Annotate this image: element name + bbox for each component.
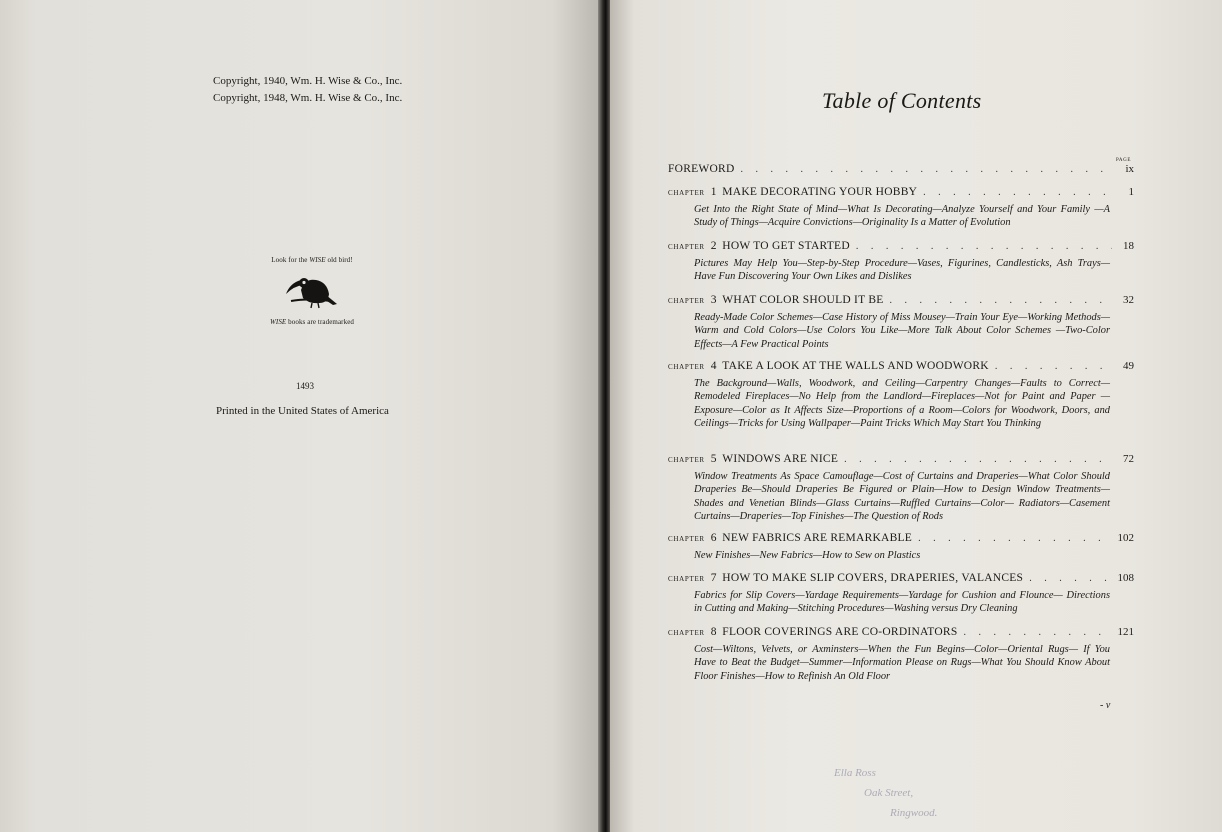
bird-caption-bottom: WISE books are trademarked (269, 318, 355, 326)
copyright-block (213, 73, 402, 107)
bird-caption-top: Look for the WISE old bird! (271, 256, 353, 264)
toc-entry-chapter-6 (668, 532, 1134, 562)
chapter-page: 49 (1123, 360, 1134, 372)
toc-entry-chapter-5 (668, 453, 1134, 523)
page-column-label: PAGE (1116, 158, 1131, 163)
chapter-label: CHAPTER (668, 535, 705, 543)
chapter-label: CHAPTER (668, 629, 705, 637)
chapter-number: 6 (710, 532, 717, 544)
chapter-number: 7 (710, 572, 717, 584)
chapter-page: 121 (1117, 626, 1134, 638)
chapter-title: NEW FABRICS ARE REMARKABLE (722, 532, 913, 544)
dot-leader (1029, 573, 1111, 584)
chapter-number: 8 (710, 626, 717, 638)
toc-entry-chapter-7 (668, 572, 1134, 616)
chapter-label: CHAPTER (668, 363, 705, 371)
dot-leader (964, 627, 1112, 638)
foreword-title: FOREWORD (668, 163, 735, 175)
chapter-title: HOW TO GET STARTED (722, 240, 850, 252)
dot-leader (923, 187, 1112, 198)
chapter-title: TAKE A LOOK AT THE WALLS AND WOODWORK (722, 360, 989, 372)
publisher-mark (250, 256, 374, 326)
chapter-page: 108 (1117, 572, 1134, 584)
chapter-label: CHAPTER (668, 243, 705, 251)
chapter-summary: Pictures May Help You—Step-by-Step Procedure—Vases, Figurines, Candlesticks, Ash Trays—Have Fun Discovering Your Own Likes and Dislikes (694, 258, 1110, 283)
chapter-label: CHAPTER (668, 297, 705, 305)
chapter-number: 1 (710, 186, 717, 198)
chapter-page: 72 (1123, 453, 1134, 465)
owner-stamp (834, 763, 937, 823)
chapter-page: 18 (1123, 240, 1134, 252)
toc-title: Table of Contents (822, 88, 982, 113)
dot-leader (918, 533, 1111, 544)
copyright-line-1: Copyright, 1940, Wm. H. Wise & Co., Inc. (213, 75, 403, 87)
chapter-summary: Fabrics for Slip Covers—Yardage Requirements—Yardage for Cushion and Flounce— Directions in Cutting and Making—Stitching Procedures—Washing versus Dry Cleaning (694, 590, 1110, 615)
dot-leader (995, 361, 1112, 372)
chapter-label: CHAPTER (668, 189, 705, 197)
chapter-page: 102 (1117, 532, 1134, 544)
toc-entry-foreword (668, 163, 1134, 179)
chapter-summary: New Finishes—New Fabrics—How to Sew on Plastics (694, 550, 921, 561)
stamp-line-1: Ella Ross (834, 767, 876, 779)
print-number: 1493 (296, 381, 314, 391)
toucan-bird-logo-icon (285, 268, 339, 312)
chapter-label: CHAPTER (668, 575, 705, 583)
toc-entry-chapter-2 (668, 240, 1134, 284)
toc-entry-chapter-3 (668, 294, 1134, 351)
chapter-title: WHAT COLOR SHOULD IT BE (722, 294, 884, 306)
stamp-line-2: Oak Street, (864, 787, 914, 799)
chapter-summary: Ready-Made Color Schemes—Case History of Miss Mousey—Train Your Eye—Working Methods—Warm and Cold Colors—Use Colors You Like—More Talk About Color Schemes —Two-Color Effects—A Few Practical Points (694, 312, 1110, 350)
dot-leader (741, 164, 1112, 175)
chapter-label: CHAPTER (668, 456, 705, 464)
copyright-line-2: Copyright, 1948, Wm. H. Wise & Co., Inc. (213, 92, 403, 104)
chapter-summary: Get Into the Right State of Mind—What Is Decorating—Analyze Yourself and Your Family —A Study of Things—Acquire Convictions—Originality Is a Matter of Evolution (694, 204, 1110, 229)
toc-entry-chapter-1 (668, 186, 1134, 230)
chapter-title: MAKE DECORATING YOUR HOBBY (722, 186, 918, 198)
dot-leader (890, 295, 1112, 306)
chapter-number: 5 (710, 453, 717, 465)
page-folio: - v (1100, 700, 1111, 711)
chapter-page: 32 (1123, 294, 1134, 306)
chapter-summary: Window Treatments As Space Camouflage—Cost of Curtains and Draperies—What Color Should Draperies Be—Should Draperies Be Figured or Plain—How to Design Window Treatments—Shades and Venetian Blinds—Glass Curtains—Ruffled Curtains—Color— Radiators—Casement Curtains—Draperies—Top Finishes—The Question of Rods (694, 471, 1110, 522)
printed-in-line: Printed in the United States of America (216, 405, 389, 417)
chapter-title: HOW TO MAKE SLIP COVERS, DRAPERIES, VALANCES (722, 572, 1024, 584)
dot-leader (856, 241, 1112, 252)
chapter-number: 2 (710, 240, 717, 252)
toc-entry-chapter-8 (668, 626, 1134, 683)
chapter-title: FLOOR COVERINGS ARE CO-ORDINATORS (722, 626, 958, 638)
chapter-page: 1 (1128, 186, 1134, 198)
dot-leader (844, 454, 1112, 465)
chapter-title: WINDOWS ARE NICE (722, 453, 839, 465)
chapter-number: 4 (710, 360, 717, 372)
chapter-number: 3 (710, 294, 717, 306)
chapter-summary: The Background—Walls, Woodwork, and Ceiling—Carpentry Changes—Faults to Correct— Remodeled Fireplaces—No Help from the Landlord—Fireplaces—Not for Paint and Paper —Exposure—Color as It Affects Size—Proportions of a Room—Colors for Woodwork, Doors, and Ceilings—Tricks for Using Wallpaper—Paint Tricks Which May Start You Thinking (694, 378, 1110, 429)
stamp-line-3: Ringwood. (890, 807, 938, 819)
toc-entry-chapter-4 (668, 360, 1134, 430)
chapter-summary: Cost—Wiltons, Velvets, or Axminsters—When the Fun Begins—Color—Oriental Rugs— If You Have to Beat the Budget—Summer—Information Please on Rugs—What You Should Know About Floor Finishes—How to Refinish An Old Floor (694, 644, 1110, 682)
foreword-page: ix (1125, 163, 1134, 175)
left-page (0, 0, 600, 832)
